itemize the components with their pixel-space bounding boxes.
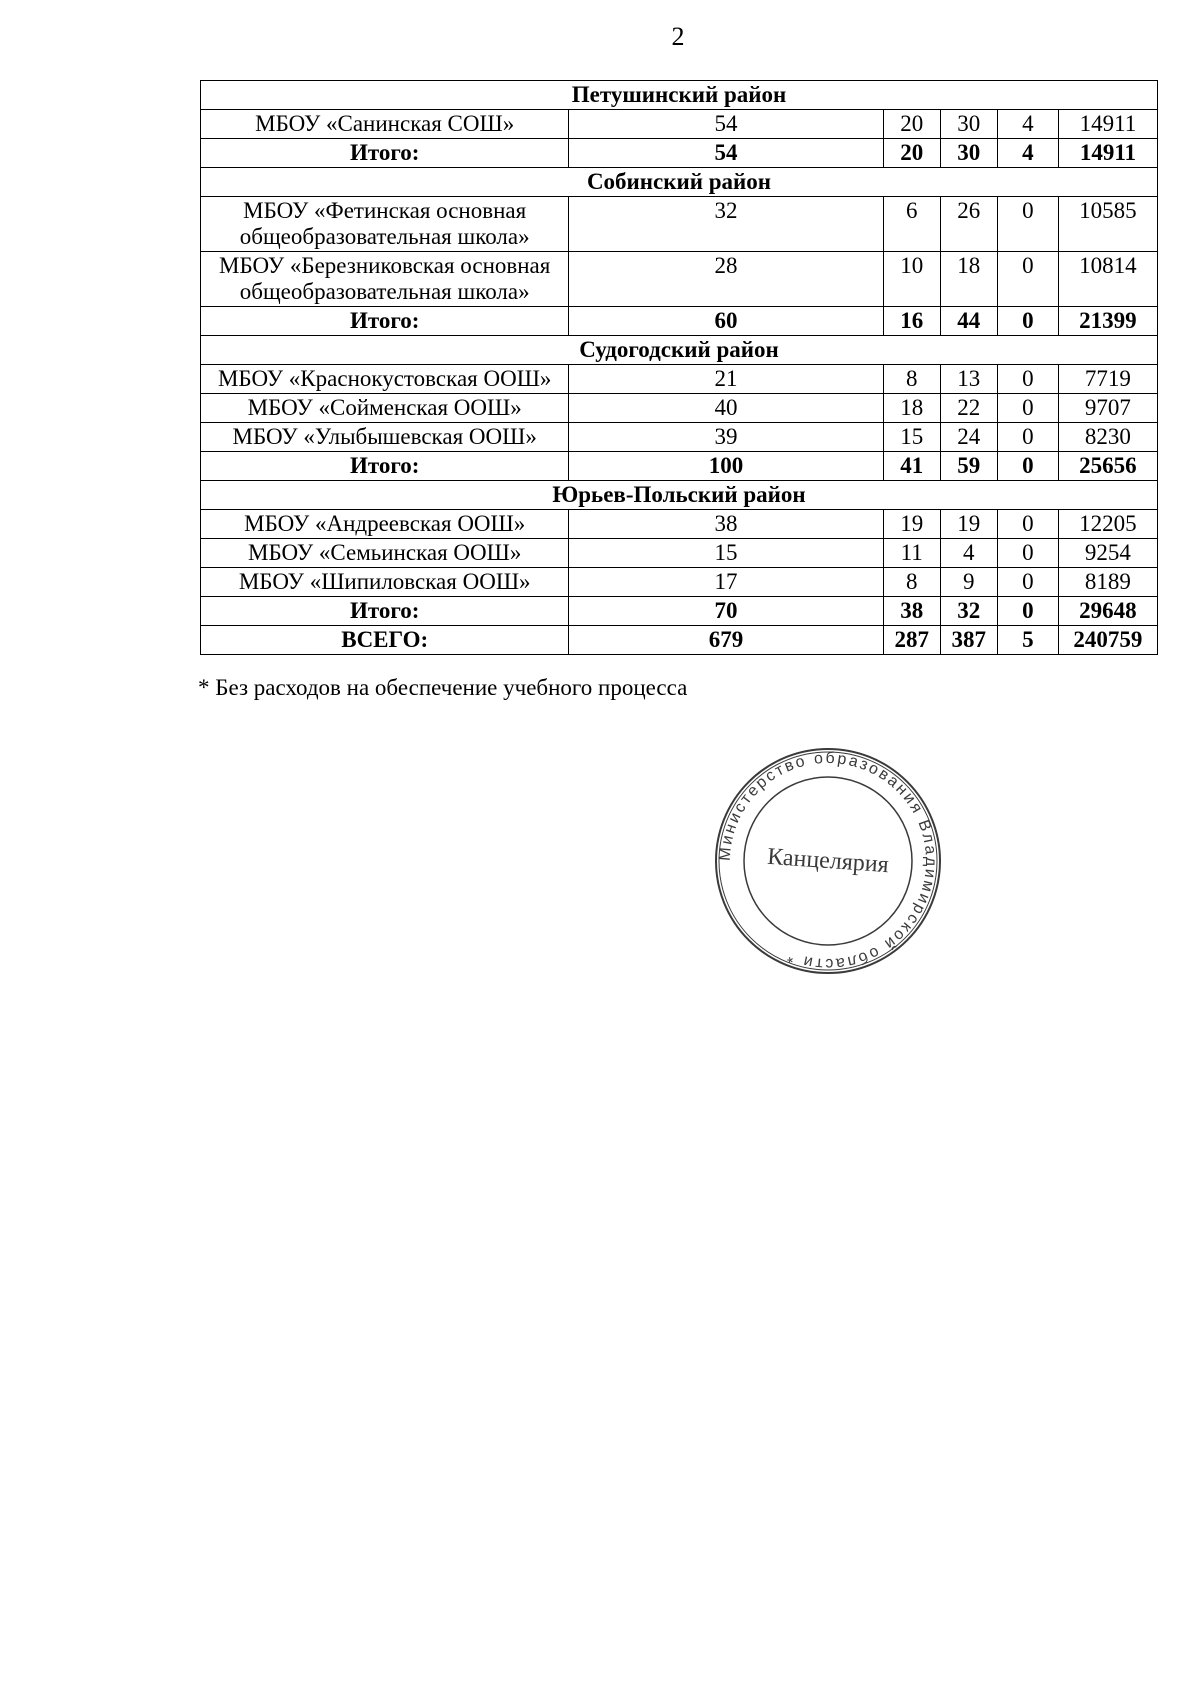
table-row	[201, 539, 1158, 568]
cell-c6: 9254	[1058, 539, 1157, 568]
cell-total: 54	[569, 139, 883, 168]
stamp-ring-textpath: Министерство образования Владимирской области *	[716, 749, 940, 973]
district-header-row	[201, 168, 1158, 197]
cell-c6: 10585	[1058, 197, 1157, 252]
district-header-row	[201, 81, 1158, 110]
cell-total: 70	[569, 597, 883, 626]
cell-c5: 0	[997, 597, 1058, 626]
schools-table	[200, 80, 1158, 655]
cell-c4: 19	[940, 510, 997, 539]
cell-c5: 0	[997, 568, 1058, 597]
footnote: * Без расходов на обеспечение учебного процесса	[198, 675, 688, 700]
subtotal-row	[201, 597, 1158, 626]
cell-total: 32	[569, 197, 883, 252]
cell-c3: 19	[883, 510, 940, 539]
cell-c3: 20	[883, 110, 940, 139]
table-row	[201, 252, 1158, 307]
cell-c6: 14911	[1058, 139, 1157, 168]
cell-c5: 0	[997, 394, 1058, 423]
cell-c4: 9	[940, 568, 997, 597]
cell-c3: 8	[883, 568, 940, 597]
cell-c3: 41	[883, 452, 940, 481]
cell-c3: 18	[883, 394, 940, 423]
district-header-row	[201, 481, 1158, 510]
table-body	[201, 81, 1158, 655]
cell-c4: 387	[940, 626, 997, 655]
cell-c3: 16	[883, 307, 940, 336]
row-label-cell: МБОУ «Санинская СОШ»	[201, 110, 569, 139]
district-title: Петушинский район	[201, 81, 1158, 110]
cell-c6: 29648	[1058, 597, 1157, 626]
cell-c4: 30	[940, 110, 997, 139]
page-number: 2	[671, 22, 685, 51]
cell-c3: 6	[883, 197, 940, 252]
cell-c6: 10814	[1058, 252, 1157, 307]
cell-c4: 13	[940, 365, 997, 394]
cell-c5: 5	[997, 626, 1058, 655]
cell-c6: 14911	[1058, 110, 1157, 139]
cell-total: 60	[569, 307, 883, 336]
cell-c4: 22	[940, 394, 997, 423]
table-row	[201, 365, 1158, 394]
cell-total: 100	[569, 452, 883, 481]
table-row	[201, 510, 1158, 539]
cell-total: 54	[569, 110, 883, 139]
table-row	[201, 423, 1158, 452]
row-label-cell: МБОУ «Фетинская основная общеобразовательная школа»	[201, 197, 569, 252]
cell-c4: 26	[940, 197, 997, 252]
cell-c5: 4	[997, 139, 1058, 168]
cell-c6: 25656	[1058, 452, 1157, 481]
cell-c4: 4	[940, 539, 997, 568]
cell-c3: 38	[883, 597, 940, 626]
cell-total: 21	[569, 365, 883, 394]
row-label-cell: Итого:	[201, 307, 569, 336]
cell-c6: 240759	[1058, 626, 1157, 655]
cell-c6: 8189	[1058, 568, 1157, 597]
cell-c4: 18	[940, 252, 997, 307]
district-title: Юрьев-Польский район	[201, 481, 1158, 510]
cell-c5: 0	[997, 307, 1058, 336]
cell-c3: 10	[883, 252, 940, 307]
row-label-cell: МБОУ «Березниковская основная общеобразовательная школа»	[201, 252, 569, 307]
row-label-cell: МБОУ «Улыбышевская ООШ»	[201, 423, 569, 452]
row-label-cell: Итого:	[201, 452, 569, 481]
cell-c6: 9707	[1058, 394, 1157, 423]
grand-total-row	[201, 626, 1158, 655]
cell-c5: 0	[997, 452, 1058, 481]
cell-total: 17	[569, 568, 883, 597]
cell-total: 38	[569, 510, 883, 539]
table-row	[201, 197, 1158, 252]
row-label-cell: ВСЕГО:	[201, 626, 569, 655]
district-title: Судогодский район	[201, 336, 1158, 365]
row-label-cell: Итого:	[201, 597, 569, 626]
cell-total: 15	[569, 539, 883, 568]
subtotal-row	[201, 452, 1158, 481]
cell-c4: 24	[940, 423, 997, 452]
cell-total: 28	[569, 252, 883, 307]
cell-c5: 0	[997, 539, 1058, 568]
cell-total: 679	[569, 626, 883, 655]
row-label-cell: МБОУ «Сойменская ООШ»	[201, 394, 569, 423]
cell-c4: 32	[940, 597, 997, 626]
cell-c5: 0	[997, 252, 1058, 307]
cell-c3: 11	[883, 539, 940, 568]
cell-total: 39	[569, 423, 883, 452]
cell-c5: 0	[997, 365, 1058, 394]
office-stamp	[713, 746, 943, 976]
row-label-cell: МБОУ «Семьинская ООШ»	[201, 539, 569, 568]
cell-c6: 21399	[1058, 307, 1157, 336]
district-header-row	[201, 336, 1158, 365]
row-label-cell: МБОУ «Андреевская ООШ»	[201, 510, 569, 539]
cell-total: 40	[569, 394, 883, 423]
cell-c6: 7719	[1058, 365, 1157, 394]
row-label-cell: Итого:	[201, 139, 569, 168]
cell-c5: 0	[997, 197, 1058, 252]
cell-c6: 8230	[1058, 423, 1157, 452]
cell-c3: 15	[883, 423, 940, 452]
table-row	[201, 394, 1158, 423]
table-row	[201, 568, 1158, 597]
cell-c4: 59	[940, 452, 997, 481]
cell-c3: 8	[883, 365, 940, 394]
cell-c3: 20	[883, 139, 940, 168]
subtotal-row	[201, 307, 1158, 336]
row-label-cell: МБОУ «Краснокустовская ООШ»	[201, 365, 569, 394]
cell-c5: 0	[997, 510, 1058, 539]
district-title: Собинский район	[201, 168, 1158, 197]
cell-c4: 30	[940, 139, 997, 168]
stamp-center-text: Канцелярия	[766, 843, 890, 879]
cell-c5: 4	[997, 110, 1058, 139]
cell-c4: 44	[940, 307, 997, 336]
cell-c3: 287	[883, 626, 940, 655]
cell-c6: 12205	[1058, 510, 1157, 539]
subtotal-row	[201, 139, 1158, 168]
cell-c5: 0	[997, 423, 1058, 452]
row-label-cell: МБОУ «Шипиловская ООШ»	[201, 568, 569, 597]
table-row	[201, 110, 1158, 139]
